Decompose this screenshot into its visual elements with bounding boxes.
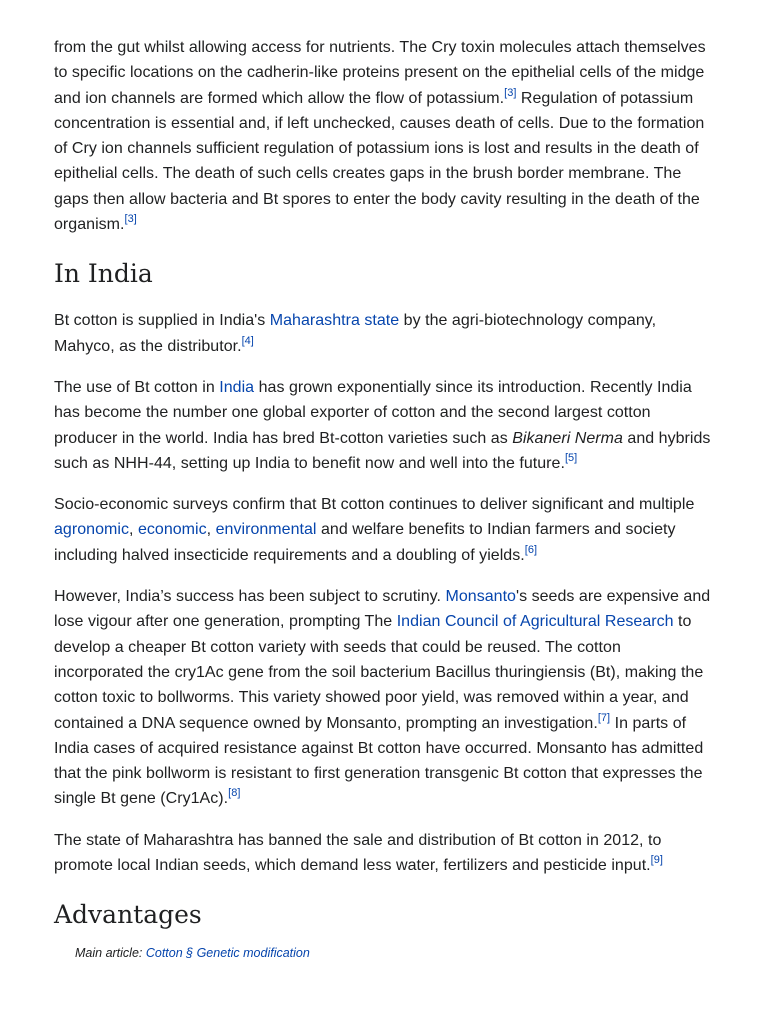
separator: , — [128, 521, 138, 539]
article-content — [54, 35, 714, 963]
link-environmental[interactable]: environmental — [215, 521, 317, 539]
paragraph-text: In parts of India cases of acquired resistance against Bt cotton have occurred. Monsanto has admitted that the pink bollworm is resistant to first generation transgenic Bt cotton that expresses the single Bt gene (Cry1Ac). — [54, 714, 704, 808]
citation-5[interactable] — [565, 452, 577, 464]
paragraph-growth — [54, 375, 714, 476]
citation-3[interactable] — [504, 87, 516, 99]
paragraph-supply — [54, 308, 714, 359]
paragraph-text: Bt cotton is supplied in India's — [54, 312, 270, 330]
hatnote-main-article — [75, 943, 714, 963]
paragraph-text: has grown exponentially since its introduction. Recently India has become the number one global exporter of cotton and the second largest cotton producer in the world. India has bred Bt-cotton varieties such as — [54, 378, 692, 447]
link-agronomic[interactable]: agronomic — [54, 521, 129, 539]
citation-link[interactable]: [6] — [524, 543, 538, 556]
paragraph-scrutiny — [54, 584, 714, 812]
section-heading-in-india: In India — [54, 259, 153, 289]
paragraph-ban — [54, 828, 714, 879]
link-maharashtra-state[interactable]: Maharashtra state — [269, 312, 400, 330]
citation-link[interactable]: [5] — [564, 451, 578, 464]
citation-7[interactable] — [598, 712, 610, 724]
separator: , — [206, 521, 216, 539]
citation-link[interactable]: [3] — [124, 213, 137, 226]
paragraph-text: and welfare benefits to Indian farmers and society including halved insecticide requirements and a doubling of yields. — [54, 521, 676, 564]
citation-9[interactable] — [651, 854, 663, 866]
citation-3b[interactable] — [125, 213, 137, 225]
citation-link[interactable]: [8] — [228, 787, 241, 800]
paragraph-text: Regulation of potassium concentration is essential and, if left unchecked, causes death of cells. Due to the formation of Cry ion channels sufficient regulation of potassium ions is lost and results in the death of epithelial cells. The death of such cells creates gaps in the brush border membrane. The gaps then allow bacteria and Bt spores to enter the body cavity resulting in the death of the organism. — [54, 89, 705, 234]
citation-4[interactable] — [242, 335, 254, 347]
link-icar[interactable]: Indian Council of Agricultural Research — [396, 613, 674, 631]
link-monsanto[interactable]: Monsanto — [445, 588, 516, 606]
variety-name: Bikaneri Nerma — [512, 429, 623, 447]
paragraph-text: The state of Maharashtra has banned the sale and distribution of Bt cotton in 2012, to promote local Indian seeds, which demand less water, fertilizers and pesticide input. — [54, 831, 662, 875]
citation-link[interactable]: [3] — [504, 86, 517, 99]
paragraph-text: The use of Bt cotton in — [54, 378, 220, 396]
section-heading-advantages: Advantages — [54, 900, 202, 930]
citation-8[interactable] — [228, 787, 240, 799]
link-main-article[interactable]: Cotton § Genetic modification — [145, 946, 310, 961]
citation-link[interactable]: [7] — [597, 711, 611, 724]
hatnote-prefix: Main article: — [75, 946, 146, 961]
citation-link[interactable]: [4] — [241, 334, 254, 347]
citation-6[interactable] — [525, 544, 537, 556]
paragraph-text: from the gut whilst allowing access for nutrients. The Cry toxin molecules attach themselves to specific locations on the cadherin-like proteins present on the epithelial cells of the midge and ion channels are formed which allow the flow of potassium. — [54, 39, 706, 107]
paragraph-text: by the agri-biotechnology company, Mahyco, as the distributor. — [54, 312, 657, 355]
paragraph-text: 's seeds are expensive and lose vigour after one generation, prompting The — [54, 588, 711, 631]
paragraph-text: However, India’s success has been subject to scrutiny. — [54, 588, 446, 606]
citation-link[interactable]: [9] — [650, 854, 663, 867]
paragraph-mechanism — [54, 35, 714, 237]
paragraph-text: Socio-economic surveys confirm that Bt cotton continues to deliver significant and multiple — [54, 496, 695, 514]
paragraph-text: to develop a cheaper Bt cotton variety with seeds that could be reused. The cotton incorporated the cry1Ac gene from the soil bacterium Bacillus thuringiensis (Bt), making the cotton toxic to bollworms. This variety showed poor yield, was removed within a year, and contained a DNA sequence owned by Monsanto, prompting an investigation. — [54, 613, 704, 732]
link-economic[interactable]: economic — [137, 521, 207, 539]
link-india[interactable]: India — [219, 378, 255, 396]
paragraph-text: and hybrids such as NHH-44, setting up India to benefit now and well into the future. — [54, 429, 711, 472]
paragraph-surveys — [54, 492, 714, 568]
